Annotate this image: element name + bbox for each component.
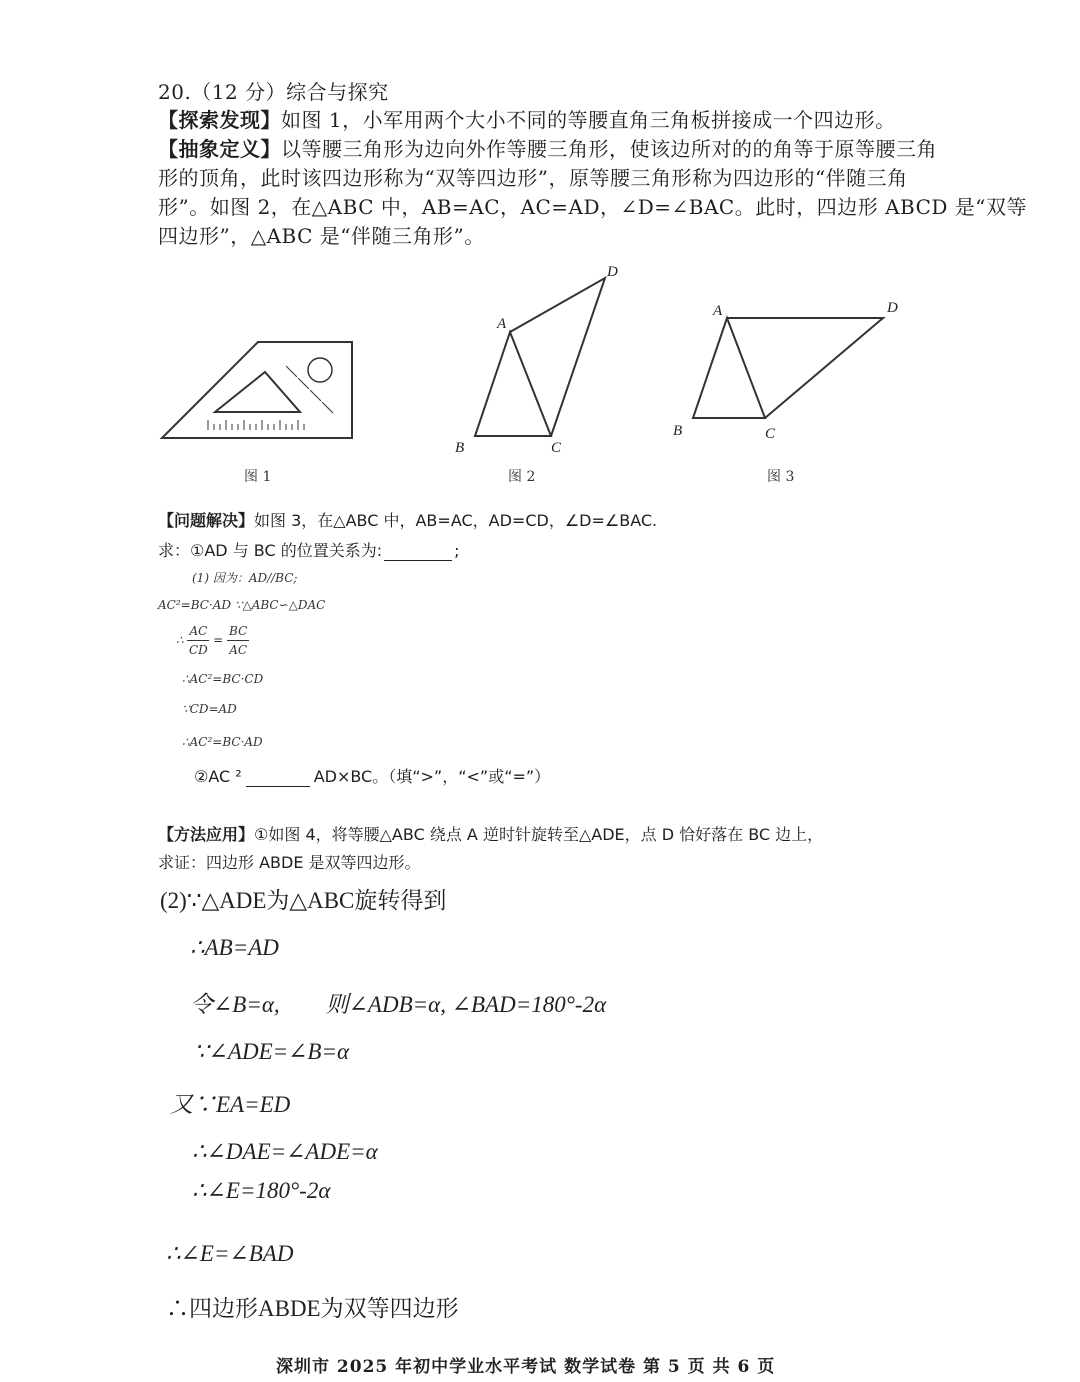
answer-line-1: (1) 因为：AD//BC; [192, 571, 298, 585]
proof-line-7: ∴∠E=180°-2α [192, 1178, 331, 1203]
fig3-triangle-abc [693, 318, 765, 418]
figure-2 [445, 258, 635, 458]
question-header: 20.（12 分）综合与探究 [158, 80, 389, 104]
figure-2-caption: 图 2 [508, 469, 536, 485]
proof-line-3: 令∠B=α, 则∠ADB=α, ∠BAD=180°-2α [190, 992, 607, 1017]
fraction-left-denominator: CD [188, 643, 208, 657]
fig1-ruler-ticks [208, 366, 333, 430]
define-line-4: 四边形”，△ABC 是“伴随三角形”。 [158, 224, 485, 248]
proof-line-2: ∴AB=AD [190, 935, 279, 960]
proof-line-4: ∵∠ADE=∠B=α [194, 1039, 350, 1064]
answer-line-6: ∴AC²=BC·AD [182, 735, 263, 749]
proof-line-1: (2)∵△ADE为△ABC旋转得到 [160, 888, 447, 913]
fig2-triangle-abc [475, 332, 551, 436]
method-tag: 【方法应用】 [158, 825, 255, 844]
solve-question-1 [158, 538, 460, 561]
method-text-1: ①如图 4，将等腰△ABC 绕点 A 逆时针旋转至△ADE，点 D 恰好落在 BC 边上， [254, 825, 824, 844]
method-line-2: 求证：四边形 ABDE 是双等四边形。 [158, 853, 421, 872]
answer-blank-1[interactable] [384, 542, 452, 561]
proof-line-8: ∴∠E=∠BAD [166, 1241, 294, 1266]
define-line-3: 形”。如图 2，在△ABC 中，AB=AC，AC=AD，∠D=∠BAC。此时，四边形 ABCD 是“双等 [158, 195, 1028, 219]
answer-line-2: AC²=BC·AD ∵△ABC∽△DAC [158, 598, 326, 612]
explore-tag: 【探索发现】 [158, 108, 281, 132]
figure-1-caption: 图 1 [244, 469, 272, 485]
fig2-label-b: B [455, 440, 465, 456]
fig3-label-a: A [713, 303, 723, 319]
answer-line-5: ∵CD=AD [182, 702, 237, 716]
fig3-label-b: B [673, 423, 683, 439]
fig2-label-c: C [551, 440, 562, 456]
proof-line-9: ∴四边形ABDE为双等四边形 [166, 1296, 459, 1321]
fig1-hole [308, 358, 332, 382]
explore-paragraph [158, 104, 896, 133]
fraction-equals: = [213, 633, 224, 647]
proof-line-6: ∴∠DAE=∠ADE=α [192, 1139, 378, 1164]
solve-ask-suffix: ; [454, 541, 460, 560]
fig3-label-d: D [887, 300, 898, 316]
page-footer: 深圳市 2025 年初中学业水平考试 数学试卷 第 5 页 共 6 页 [276, 1357, 776, 1377]
fraction-right-numerator: BC [227, 622, 249, 641]
fig1-small-triangle [215, 372, 300, 412]
fig2-label-a: A [497, 316, 507, 332]
fig2-triangle-acd [510, 278, 605, 436]
fraction-left-numerator: AC [187, 622, 209, 641]
q2-prefix: ②AC ² [194, 767, 242, 786]
fig3-label-c: C [765, 426, 776, 442]
answer-fraction-line [176, 622, 249, 659]
solve-ask-prefix: 求：①AD 与 BC 的位置关系为: [158, 541, 383, 560]
fraction-therefore: ∴ [176, 633, 184, 647]
figure-1-set-squares [150, 330, 370, 450]
explore-text: 如图 1，小军用两个大小不同的等腰直角三角板拼接成一个四边形。 [281, 108, 896, 132]
solve-question-2 [194, 764, 550, 787]
proof-line-5: 又∵EA=ED [170, 1092, 291, 1117]
figure-3-caption: 图 3 [767, 469, 795, 485]
define-line-2: 形的顶角，此时该四边形称为“双等四边形”，原等腰三角形称为四边形的“伴随三角 [158, 166, 908, 190]
method-line-1 [158, 822, 823, 845]
figure-3 [665, 290, 915, 450]
fig1-large-square [162, 342, 352, 438]
fraction-right [227, 622, 249, 659]
answer-line-4: ∴AC²=BC·CD [182, 672, 264, 686]
solve-text: 如图 3，在△ABC 中，AB=AC，AD=CD，∠D=∠BAC. [254, 511, 658, 530]
define-tag: 【抽象定义】 [158, 137, 281, 161]
fraction-left [187, 622, 209, 659]
define-text-1: 以等腰三角形为边向外作等腰三角形，使该边所对的的角等于原等腰三角 [281, 137, 937, 161]
fig2-label-d: D [607, 264, 618, 280]
answer-blank-2[interactable] [246, 768, 310, 787]
solve-tag: 【问题解决】 [158, 511, 255, 530]
fig3-triangle-acd [727, 318, 883, 418]
fraction-right-denominator: AC [229, 643, 248, 657]
define-line-1 [158, 133, 937, 162]
solve-paragraph [158, 508, 657, 531]
q2-suffix: AD×BC。（填“>”，“<”或“=”） [313, 767, 551, 786]
